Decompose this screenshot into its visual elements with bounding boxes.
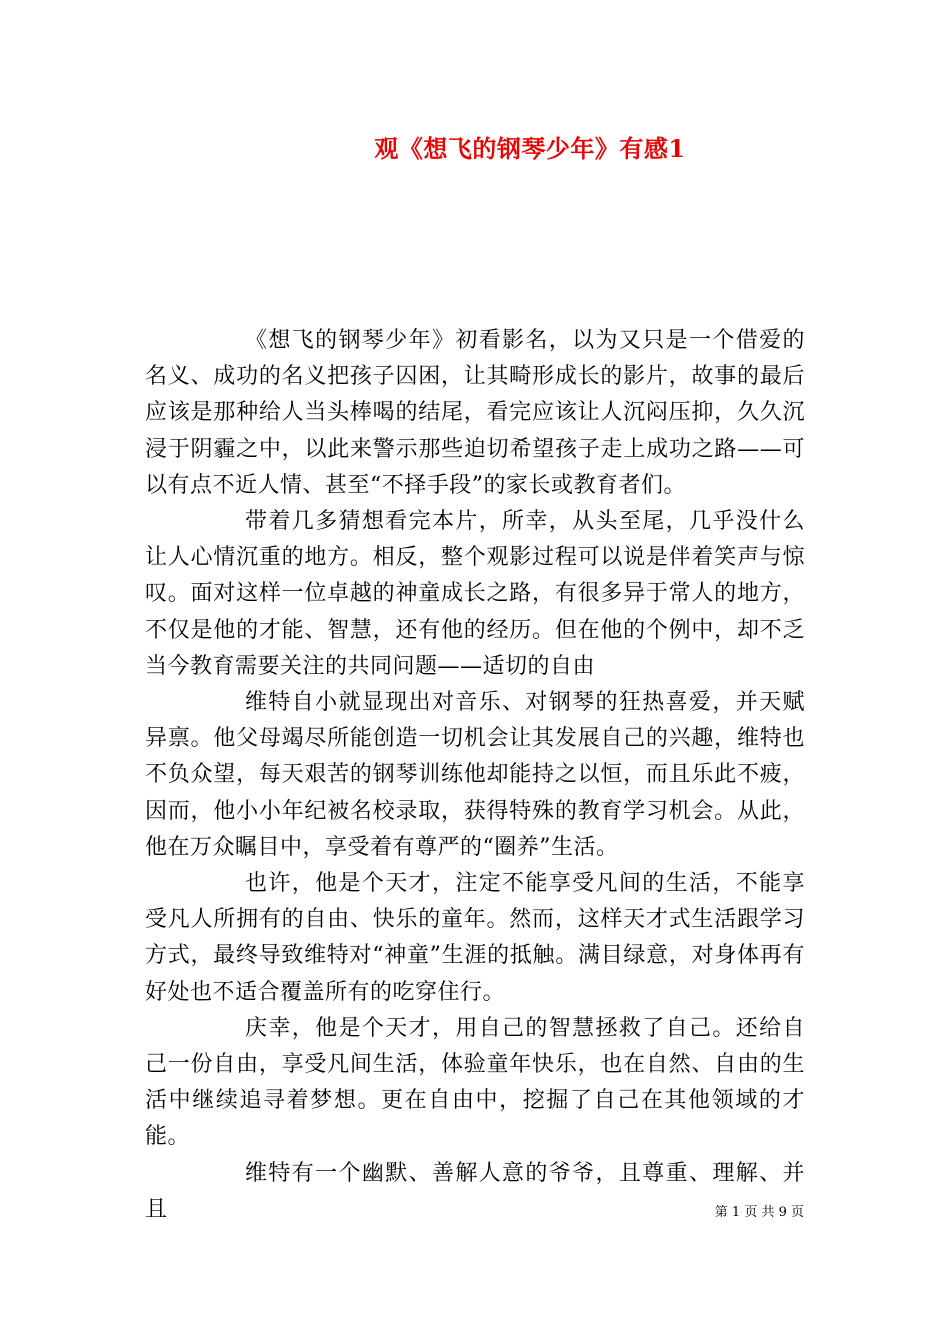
- paragraph-1: 《想飞的钢琴少年》初看影名，以为又只是一个借爱的名义、成功的名义把孩子囚困，让其畸形成长的影片，故事的最后应该是那种给人当头棒喝的结尾，看完应该让人沉闷压抑，久久沉浸于阴霾之中，以此来警示那些迫切希望孩子走上成功之路——可以有点不近人情、甚至“不择手段”的家长或教育者们。: [145, 328, 805, 498]
- paragraph-6: 维特有一个幽默、善解人意的爷爷，且尊重、理解、并且: [145, 1160, 805, 1222]
- page-footer: 第 1 页 共 9 页: [714, 1205, 804, 1220]
- paragraph-4: 也许，他是个天才，注定不能享受凡间的生活，不能享受凡人所拥有的自由、快乐的童年。然而，这样天才式生活跟学习方式，最终导致维特对“神童”生涯的抵触。满目绿意，对身体再有好处也不适合覆盖所有的吃穿住行。: [145, 871, 805, 1005]
- article-body: [145, 323, 805, 1228]
- paragraph-2: 带着几多猜想看完本片，所幸，从头至尾，几乎没什么让人心情沉重的地方。相反，整个观影过程可以说是伴着笑声与惊叹。面对这样一位卓越的神童成长之路，有很多异于常人的地方，不仅是他的才能、智慧，还有他的经历。但在他的个例中，却不乏当今教育需要关注的共同问题——适切的自由: [145, 509, 805, 679]
- page-title: 观《想飞的钢琴少年》有感1: [374, 134, 686, 163]
- paragraph-5: 庆幸，他是个天才，用自己的智慧拯救了自己。还给自己一份自由，享受凡间生活，体验童年快乐，也在自然、自由的生活中继续追寻着梦想。更在自由中，挖掘了自己在其他领域的才能。: [145, 1015, 805, 1150]
- paragraph-3: 维特自小就显现出对音乐、对钢琴的狂热喜爱，并天赋异禀。他父母竭尽所能创造一切机会让其发展自己的兴趣，维特也不负众望，每天艰苦的钢琴训练他却能持之以恒，而且乐此不疲，因而，他小小年纪被名校录取，获得特殊的教育学习机会。从此，他在万众瞩目中，享受着有尊严的“圈养”生活。: [145, 690, 805, 860]
